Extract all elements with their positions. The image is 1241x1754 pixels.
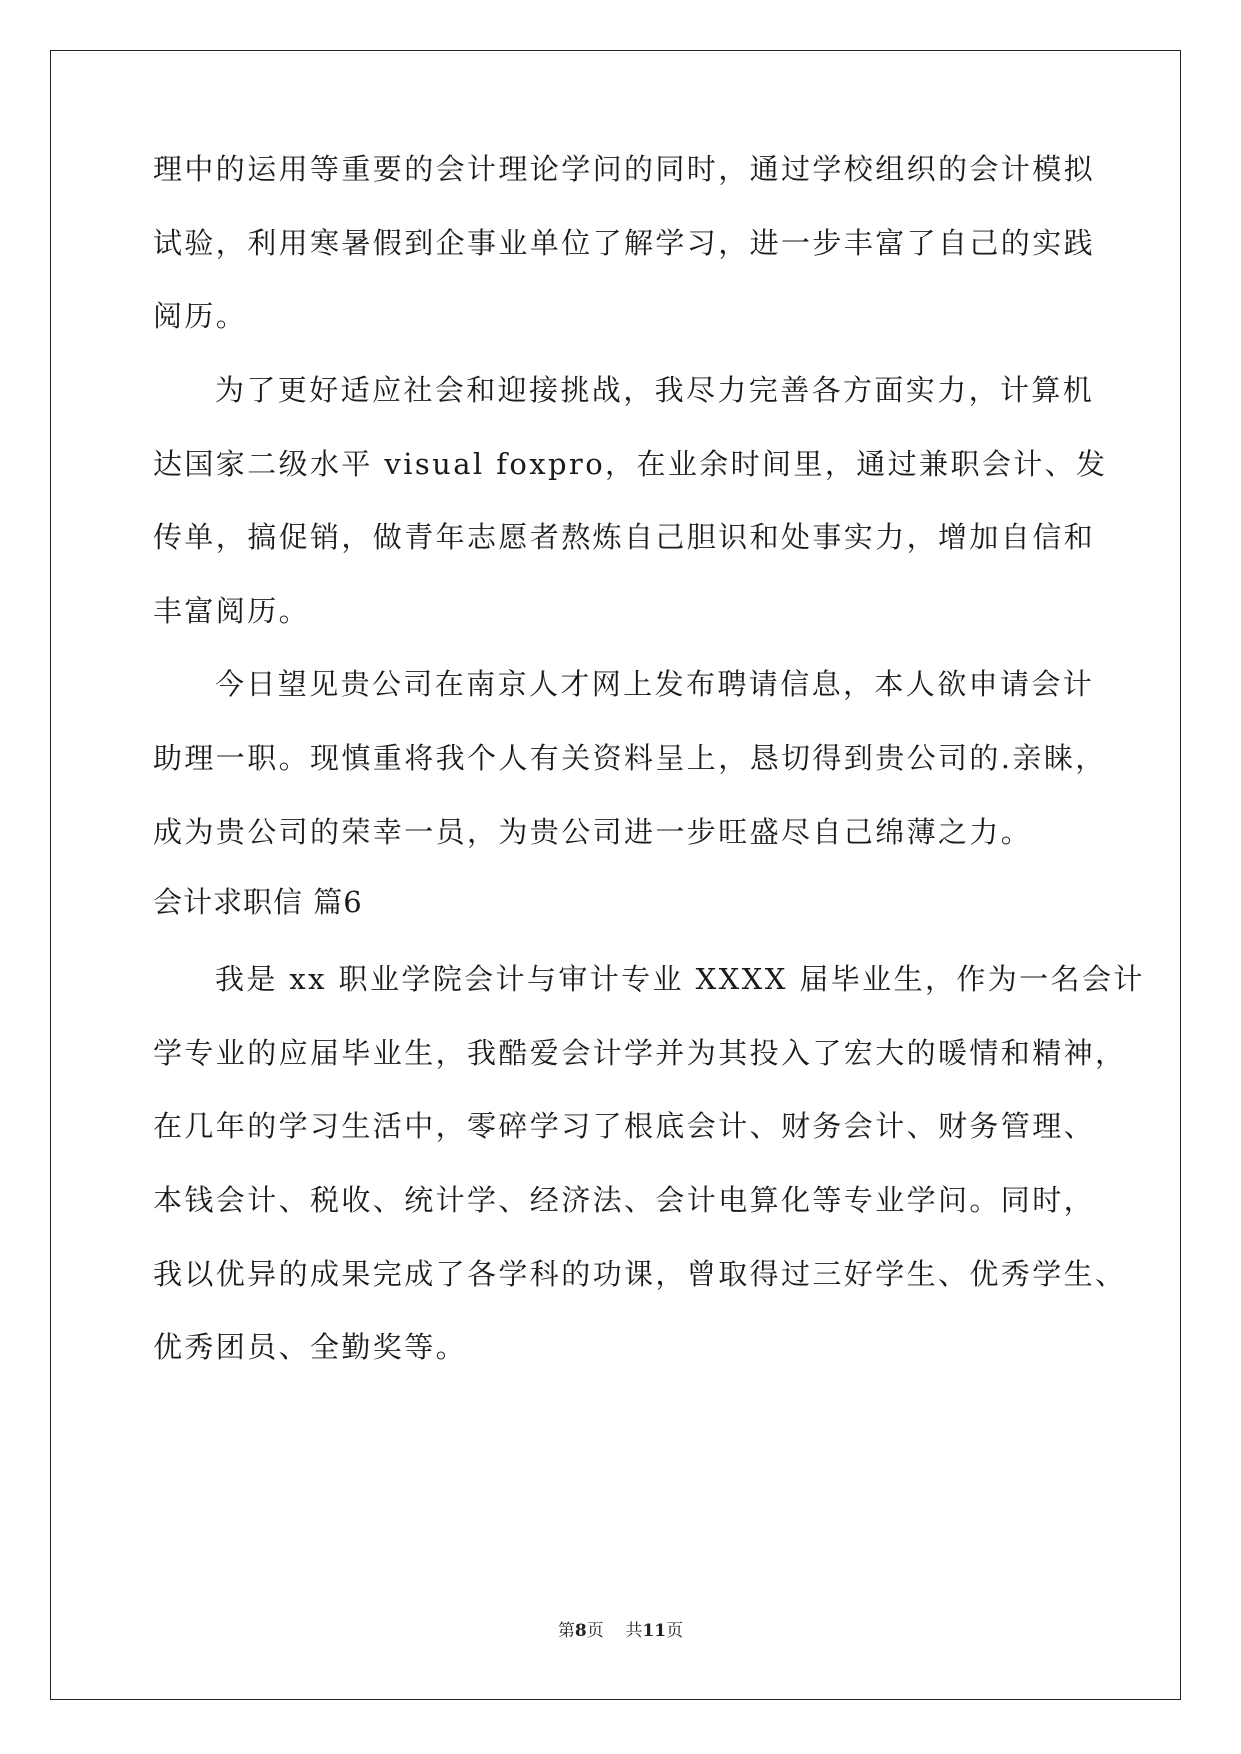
paragraph-line: 今日望见贵公司在南京人才网上发布聘请信息，本人欲申请会计 [215, 667, 1095, 701]
paragraph-line: 阅历。 [153, 299, 248, 333]
paragraph-line: 传单，搞促销，做青年志愿者熬炼自己胆识和处事实力，增加自信和 [153, 520, 1096, 554]
paragraph-line: 优秀团员、全勤奖等。 [153, 1330, 468, 1364]
paragraph-line: 我以优异的成果完成了各学科的功课，曾取得过三好学生、优秀学生、 [153, 1257, 1127, 1291]
paragraph-line: 本钱会计、税收、统计学、经济法、会计电算化等专业学问。同时， [153, 1183, 1096, 1217]
paragraph-line: 理中的运用等重要的会计理论学问的同时，通过学校组织的会计模拟 [153, 152, 1096, 186]
footer-total-unit: 页 [666, 1621, 684, 1641]
page-footer [0, 1620, 1241, 1642]
footer-prefix: 第 [557, 1621, 575, 1641]
paragraph-line: 在几年的学习生活中，零碎学习了根底会计、财务会计、财务管理、 [153, 1109, 1096, 1143]
footer-total-prefix: 共 [625, 1621, 643, 1641]
paragraph-line: 我是 xx 职业学院会计与审计专业 XXXX 届毕业生，作为一名会计 [215, 962, 1145, 996]
current-page-number: 8 [574, 1621, 587, 1641]
total-page-count: 11 [642, 1621, 667, 1641]
paragraph-line: 助理一职。现慎重将我个人有关资料呈上，恳切得到贵公司的.亲睐， [153, 741, 1107, 775]
paragraph-line: 达国家二级水平 visual foxpro，在业余时间里，通过兼职会计、发 [153, 447, 1108, 481]
paragraph-line: 成为贵公司的荣幸一员，为贵公司进一步旺盛尽自己绵薄之力。 [153, 815, 1033, 849]
paragraph-line: 为了更好适应社会和迎接挑战，我尽力完善各方面实力，计算机 [215, 373, 1095, 407]
paragraph-line: 丰富阅历。 [153, 594, 311, 628]
paragraph-line: 试验，利用寒暑假到企事业单位了解学习，进一步丰富了自己的实践 [153, 226, 1096, 260]
footer-page-unit: 页 [586, 1621, 604, 1641]
paragraph-line: 学专业的应届毕业生，我酷爱会计学并为其投入了宏大的暖情和精神， [153, 1036, 1127, 1070]
section-heading: 会计求职信 篇6 [153, 885, 363, 919]
